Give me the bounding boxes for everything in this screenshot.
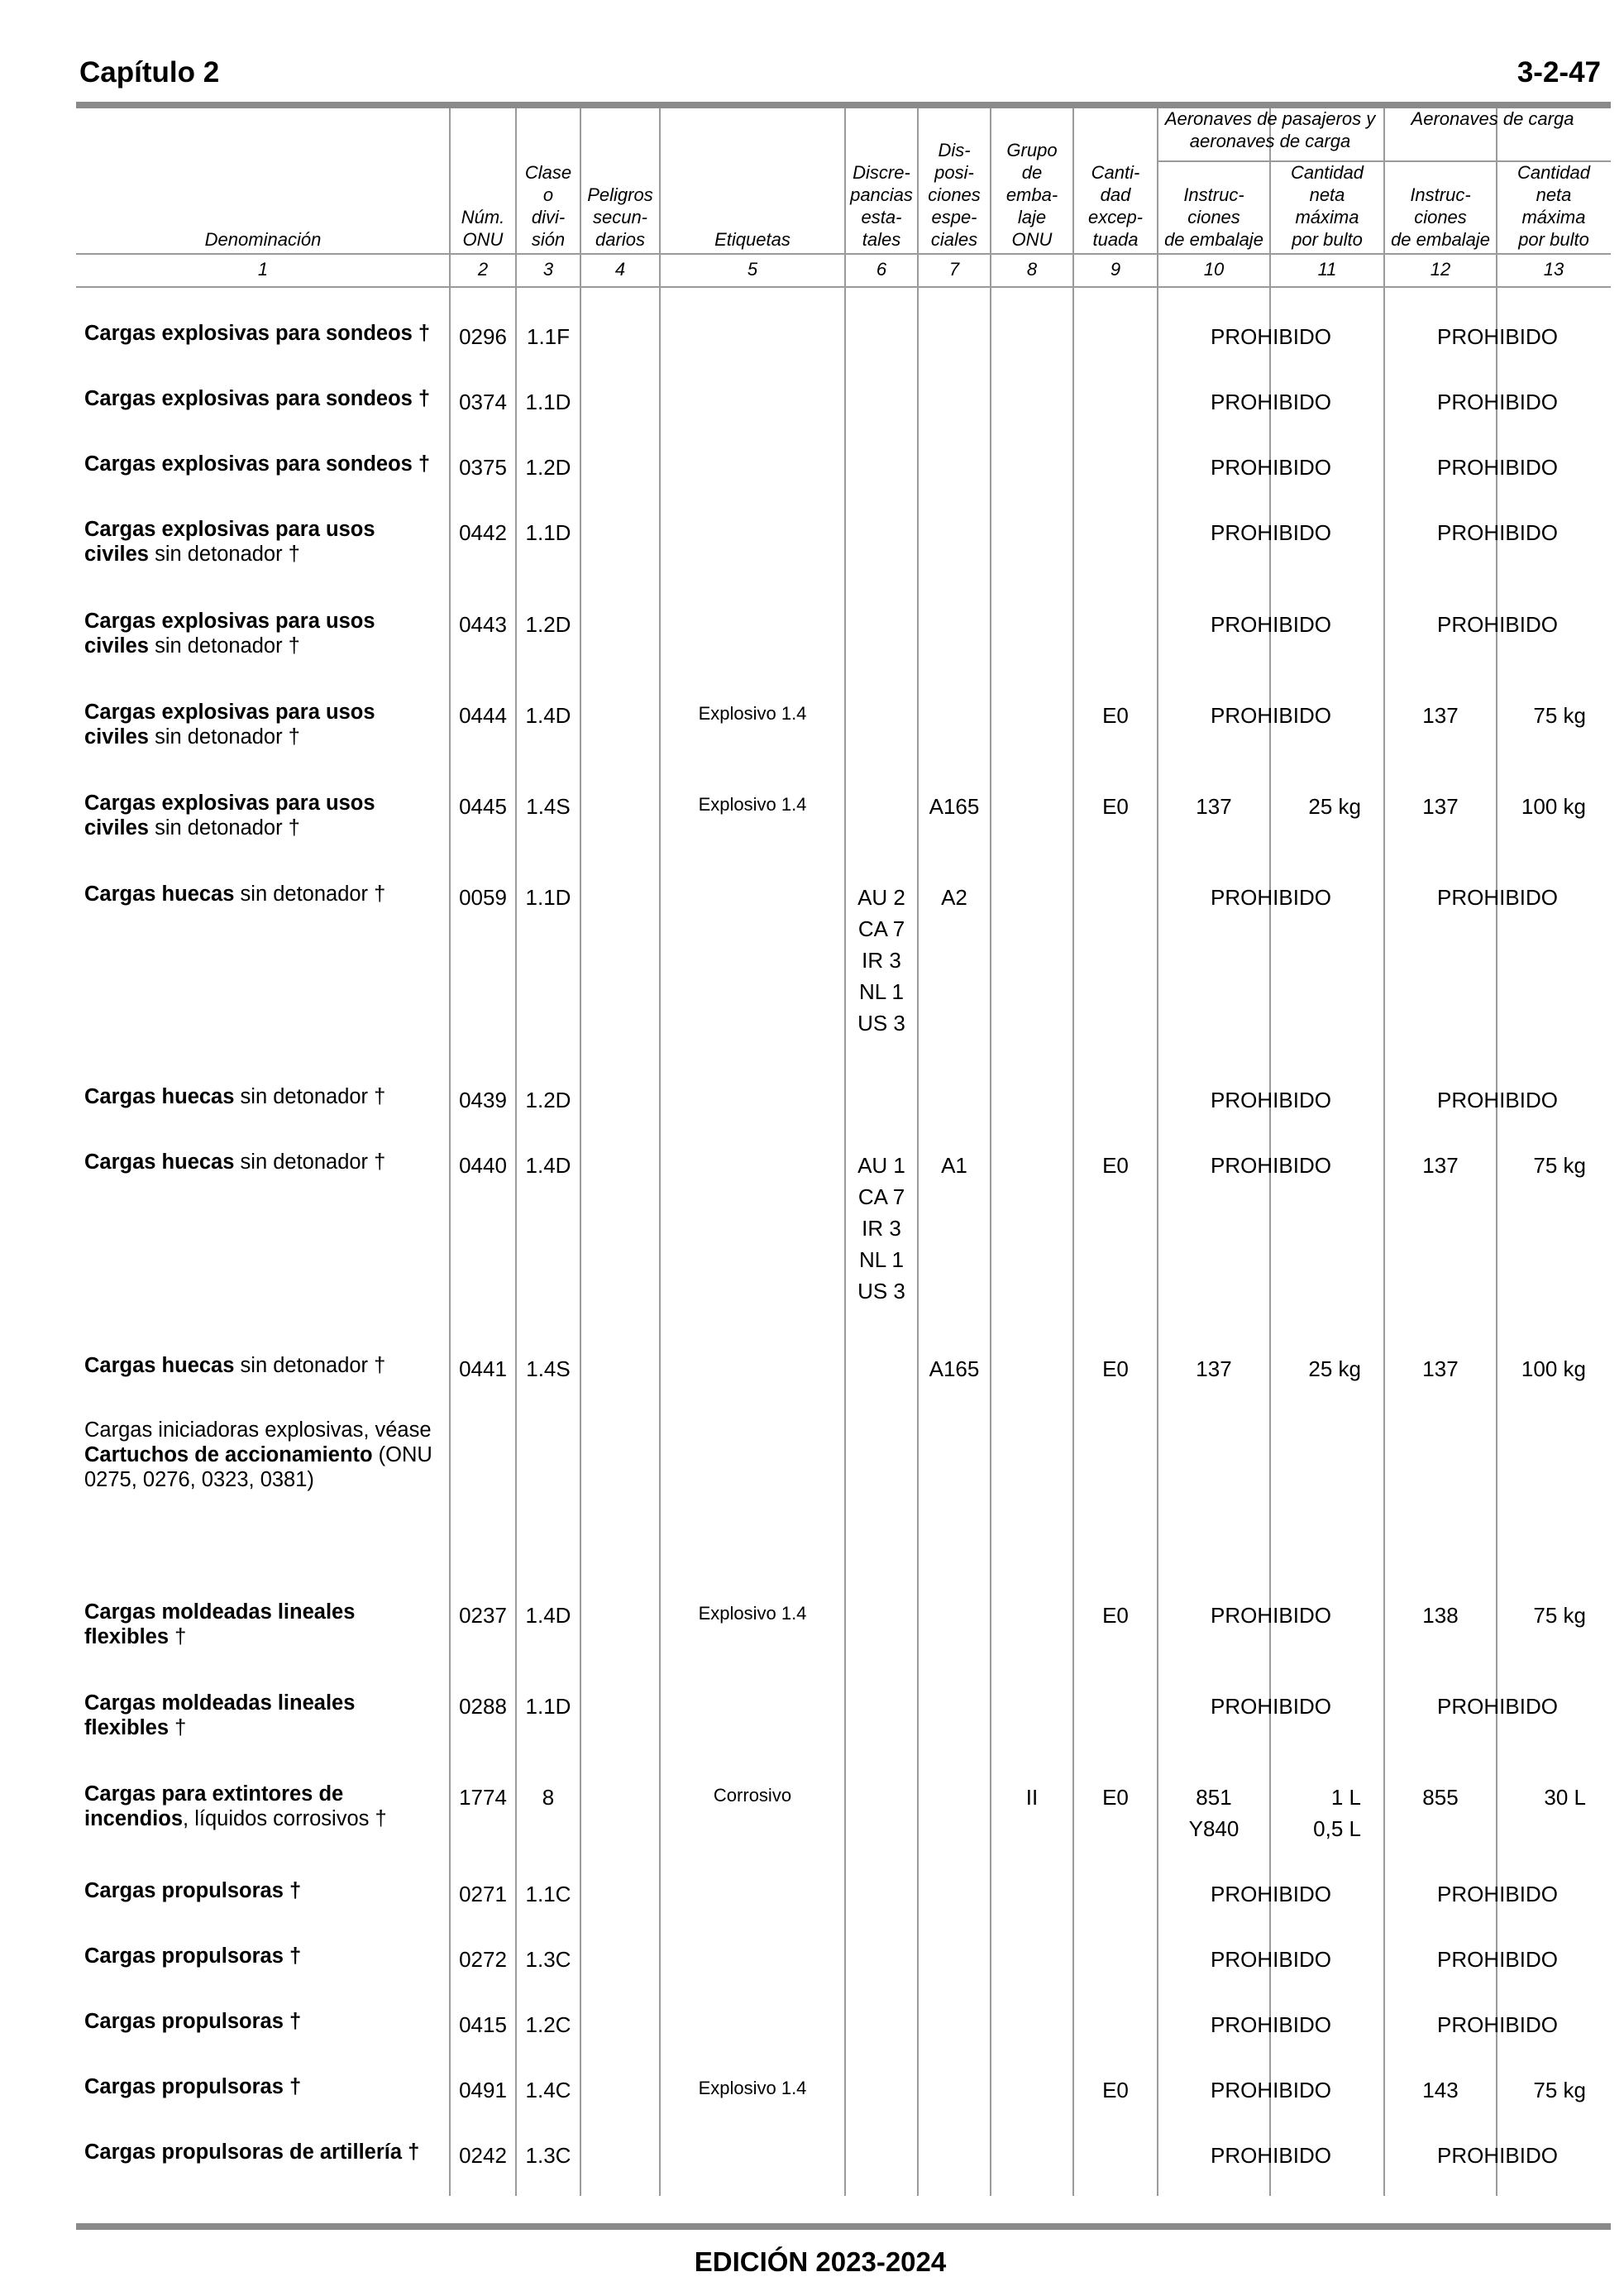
entry-name <box>84 452 440 476</box>
cargo-net-quantity <box>1497 1353 1611 1385</box>
cargo-packing-instruction-line: 143 <box>1422 2078 1459 2102</box>
entry-name-bold: Cargas huecas <box>84 1354 235 1377</box>
cargo-net-quantity-line: 100 kg <box>1521 794 1586 819</box>
cargo-forbidden: PROHIBIDO <box>1437 1947 1558 1972</box>
excepted-quantity: E0 <box>1102 703 1129 728</box>
un-number: 0442 <box>459 520 507 545</box>
cargo-forbidden: PROHIBIDO <box>1437 612 1558 637</box>
column-number-13: 13 <box>1543 259 1564 280</box>
cargo-net-quantity <box>1497 1150 1611 1181</box>
entry-name-suffix: sin detonador † <box>234 1354 386 1377</box>
entry-name-bold: Cargas huecas <box>84 883 235 906</box>
passenger-forbidden: PROHIBIDO <box>1211 1882 1331 1906</box>
passenger-forbidden: PROHIBIDO <box>1211 885 1331 910</box>
passenger-packing-instruction-line: 851 <box>1196 1785 1232 1810</box>
cargo-net-quantity <box>1497 1782 1611 1813</box>
page-header <box>79 56 1601 98</box>
entry-name-bold: Cartuchos de accionamiento <box>84 1443 373 1466</box>
cargo-forbidden: PROHIBIDO <box>1437 1088 1558 1112</box>
chapter-title: Capítulo 2 <box>79 56 220 88</box>
special-provisions: A165 <box>929 1356 980 1381</box>
cargo-net-quantity-line: 100 kg <box>1521 1356 1586 1381</box>
passenger-net-quantity <box>1270 1782 1384 1844</box>
column-number-11: 11 <box>1317 259 1337 280</box>
entry-name-bold: Cargas explosivas para usos civiles <box>84 792 375 839</box>
state-variations-line: CA 7 <box>857 1184 905 1209</box>
cargo-forbidden: PROHIBIDO <box>1437 2012 1558 2037</box>
cargo-net-quantity <box>1497 2074 1611 2106</box>
entry-name <box>84 1878 440 1903</box>
passenger-forbidden: PROHIBIDO <box>1211 455 1331 480</box>
cargo-forbidden: PROHIBIDO <box>1437 455 1558 480</box>
state-variations-line: NL 1 <box>859 979 904 1004</box>
un-number: 1774 <box>459 1785 507 1810</box>
state-variations <box>845 1150 918 1307</box>
cargo-net-quantity <box>1497 1600 1611 1631</box>
entry-name-bold: Cargas explosivas para usos civiles <box>84 610 375 658</box>
class-division: 1.4S <box>526 794 571 819</box>
class-division: 8 <box>542 1785 555 1810</box>
entry-name-bold: Cargas explosivas para sondeos <box>84 452 413 476</box>
class-division: 1.4D <box>525 1153 571 1178</box>
class-division: 1.1F <box>526 324 571 349</box>
cargo-packing-instruction <box>1384 1150 1497 1181</box>
class-division: 1.4D <box>525 1603 571 1628</box>
entry-name <box>84 321 440 346</box>
cargo-forbidden: PROHIBIDO <box>1437 1882 1558 1906</box>
labels: Explosivo 1.4 <box>698 2078 807 2098</box>
un-number: 0059 <box>459 885 507 910</box>
entry-name <box>84 1782 440 1831</box>
passenger-forbidden: PROHIBIDO <box>1211 390 1331 414</box>
class-division: 1.2C <box>525 2012 571 2037</box>
entry-name-bold: Cargas moldeadas lineales flexibles <box>84 1600 356 1648</box>
column-divider <box>990 108 991 2196</box>
state-variations <box>845 882 918 1039</box>
passenger-forbidden: PROHIBIDO <box>1211 1153 1331 1178</box>
entry-name-suffix: , líquidos corrosivos † <box>183 1807 387 1830</box>
entry-name-bold: Cargas huecas <box>84 1150 235 1174</box>
passenger-packing-instruction <box>1158 1353 1270 1385</box>
cargo-net-quantity-line: 75 kg <box>1533 703 1586 728</box>
entry-name-suffix: † <box>169 1625 187 1648</box>
un-number: 0440 <box>459 1153 507 1178</box>
passenger-forbidden: PROHIBIDO <box>1211 1947 1331 1972</box>
entry-name-suffix: (ONU 0275, 0276, 0323, 0381) <box>84 1443 432 1491</box>
entry-name-dagger: † <box>412 387 431 410</box>
entry-name-bold: Cargas propulsoras † <box>84 2075 302 2098</box>
passenger-packing-instruction <box>1158 791 1270 822</box>
column-number-8: 8 <box>1026 259 1038 280</box>
un-number: 0444 <box>459 703 507 728</box>
entry-name <box>84 1150 440 1174</box>
excepted-quantity: E0 <box>1102 1356 1129 1381</box>
column-number-2: 2 <box>477 259 489 280</box>
entry-name-suffix: sin detonador † <box>234 883 386 906</box>
class-division: 1.1D <box>525 885 571 910</box>
cargo-packing-instruction <box>1384 700 1497 731</box>
cargo-packing-instruction <box>1384 2074 1497 2106</box>
class-division: 1.4S <box>526 1356 571 1381</box>
class-division: 1.4D <box>525 703 571 728</box>
cargo-forbidden: PROHIBIDO <box>1437 390 1558 414</box>
passenger-forbidden: PROHIBIDO <box>1211 520 1331 545</box>
entry-name <box>84 882 440 906</box>
entry-name <box>84 2140 440 2164</box>
class-division: 1.3C <box>525 1947 571 1972</box>
column-header-3: Clase o divi- sión <box>524 162 572 250</box>
passenger-packing-instruction-line: 137 <box>1196 1356 1232 1381</box>
passenger-packing-instruction-line: 137 <box>1196 794 1232 819</box>
cargo-packing-instruction <box>1384 1782 1497 1813</box>
passenger-net-quantity-line: 25 kg <box>1308 1356 1361 1381</box>
class-division: 1.2D <box>525 612 571 637</box>
passenger-net-quantity-line: 0,5 L <box>1313 1816 1361 1841</box>
state-variations-line: US 3 <box>857 1011 905 1036</box>
cargo-forbidden: PROHIBIDO <box>1437 520 1558 545</box>
class-division: 1.1D <box>525 1694 571 1719</box>
cargo-net-quantity-line: 75 kg <box>1533 1153 1586 1178</box>
entry-name <box>84 609 440 658</box>
entry-name <box>84 791 440 840</box>
passenger-forbidden: PROHIBIDO <box>1211 2012 1331 2037</box>
un-number: 0439 <box>459 1088 507 1112</box>
column-number-6: 6 <box>876 259 887 280</box>
un-number: 0415 <box>459 2012 507 2037</box>
entry-name <box>84 1418 440 1492</box>
packing-group: II <box>1025 1785 1039 1810</box>
special-provisions: A1 <box>941 1153 967 1178</box>
special-provisions: A2 <box>941 885 967 910</box>
footer-rule <box>76 2223 1611 2230</box>
header-divider <box>76 253 1611 255</box>
passenger-forbidden: PROHIBIDO <box>1211 1088 1331 1112</box>
entry-name-bold: Cargas explosivas para usos civiles <box>84 701 375 749</box>
un-number: 0443 <box>459 612 507 637</box>
state-variations-line: CA 7 <box>857 916 905 941</box>
cargo-net-quantity-line: 30 L <box>1544 1785 1586 1810</box>
un-number: 0242 <box>459 2143 507 2168</box>
column-header-1: Denominación <box>204 229 322 250</box>
passenger-forbidden: PROHIBIDO <box>1211 324 1331 349</box>
excepted-quantity: E0 <box>1102 1153 1129 1178</box>
column-header-10: Instruc- ciones de embalaje <box>1164 184 1263 250</box>
cargo-forbidden: PROHIBIDO <box>1437 324 1558 349</box>
column-number-3: 3 <box>542 259 554 280</box>
entry-name-bold: Cargas para extintores de incendios <box>84 1782 344 1830</box>
column-divider <box>1072 108 1074 2196</box>
column-number-12: 12 <box>1430 259 1451 280</box>
entry-name-suffix: sin detonador † <box>148 634 300 658</box>
column-header-4: Peligros secun- darios <box>587 184 653 250</box>
page-number: 3-2-47 <box>1517 56 1601 88</box>
column-header-11: Cantidad neta máxima por bulto <box>1290 162 1364 250</box>
cargo-forbidden: PROHIBIDO <box>1437 885 1558 910</box>
cargo-packing-instruction-line: 138 <box>1422 1603 1459 1628</box>
entry-name <box>84 386 440 411</box>
passenger-net-quantity-line: 1 L <box>1330 1785 1361 1810</box>
entry-name-suffix: sin detonador † <box>148 543 300 566</box>
column-number-10: 10 <box>1203 259 1225 280</box>
cargo-packing-instruction <box>1384 791 1497 822</box>
passenger-net-quantity <box>1270 1353 1384 1385</box>
passenger-net-quantity <box>1270 791 1384 822</box>
state-variations-line: IR 3 <box>862 1216 901 1241</box>
cargo-net-quantity-line: 75 kg <box>1533 1603 1586 1628</box>
entry-name <box>84 1353 440 1378</box>
state-variations-line: NL 1 <box>859 1247 904 1272</box>
cargo-packing-instruction <box>1384 1600 1497 1631</box>
entry-name-bold: Cargas propulsoras de artillería † <box>84 2141 420 2164</box>
column-header-7: Dis- posi- ciones espe- ciales <box>928 140 981 250</box>
un-number: 0374 <box>459 390 507 414</box>
column-header-8: Grupo de emba- laje ONU <box>1005 140 1058 250</box>
column-number-1: 1 <box>257 259 269 280</box>
un-number: 0441 <box>459 1356 507 1381</box>
cargo-net-quantity <box>1497 791 1611 822</box>
class-division: 1.1C <box>525 1882 571 1906</box>
state-variations-line: US 3 <box>857 1279 905 1303</box>
entry-name-bold: Cargas huecas <box>84 1085 235 1108</box>
un-number: 0491 <box>459 2078 507 2102</box>
column-header-2: Núm. ONU <box>461 207 505 250</box>
cargo-net-quantity <box>1497 700 1611 731</box>
class-division: 1.3C <box>525 2143 571 2168</box>
entry-name-bold: Cargas explosivas para sondeos <box>84 322 413 345</box>
cargo-packing-instruction-line: 137 <box>1422 703 1459 728</box>
column-header-9: Canti- dad excep- tuada <box>1087 162 1144 250</box>
class-division: 1.2D <box>525 1088 571 1112</box>
un-number: 0375 <box>459 455 507 480</box>
entry-name <box>84 1600 440 1649</box>
edition-footer: EDICIÓN 2023-2024 <box>694 2246 947 2277</box>
excepted-quantity: E0 <box>1102 794 1129 819</box>
excepted-quantity: E0 <box>1102 1785 1129 1810</box>
column-number-9: 9 <box>1110 259 1121 280</box>
class-division: 1.1D <box>525 520 571 545</box>
cargo-packing-instruction-line: 137 <box>1422 794 1459 819</box>
entry-name-bold: Cargas propulsoras † <box>84 1944 302 1968</box>
entry-name-suffix: sin detonador † <box>234 1085 386 1108</box>
cargo-forbidden: PROHIBIDO <box>1437 1694 1558 1719</box>
un-number: 0445 <box>459 794 507 819</box>
entry-name-prefix: Cargas iniciadoras explosivas, véase <box>84 1418 432 1442</box>
column-number-divider <box>76 286 1611 288</box>
entry-name-bold: Cargas explosivas para usos civiles <box>84 518 375 566</box>
entry-name-suffix: sin detonador † <box>148 816 300 839</box>
labels: Explosivo 1.4 <box>698 1603 807 1624</box>
entry-name-suffix: sin detonador † <box>234 1150 386 1174</box>
un-number: 0272 <box>459 1947 507 1972</box>
un-number: 0271 <box>459 1882 507 1906</box>
special-provisions: A165 <box>929 794 980 819</box>
group-cargo-header: Aeronaves de carga <box>1411 108 1574 129</box>
entry-name <box>84 700 440 749</box>
entry-name-bold: Cargas explosivas para sondeos <box>84 387 413 410</box>
column-number-5: 5 <box>747 259 758 280</box>
passenger-net-quantity-line: 25 kg <box>1308 794 1361 819</box>
passenger-packing-instruction <box>1158 1782 1270 1844</box>
group-passenger-header: Aeronaves de pasajeros y aeronaves de carga <box>1164 108 1376 151</box>
entry-name-suffix: † <box>169 1716 187 1739</box>
passenger-forbidden: PROHIBIDO <box>1211 1603 1331 1628</box>
column-header-5: Etiquetas <box>714 229 791 250</box>
class-division: 1.1D <box>525 390 571 414</box>
cargo-packing-instruction-line: 137 <box>1422 1153 1459 1178</box>
cargo-packing-instruction-line: 137 <box>1422 1356 1459 1381</box>
cargo-packing-instruction-line: 855 <box>1422 1785 1459 1810</box>
class-division: 1.4C <box>525 2078 571 2102</box>
entry-name-suffix: sin detonador † <box>148 725 300 749</box>
cargo-packing-instruction <box>1384 1353 1497 1385</box>
passenger-forbidden: PROHIBIDO <box>1211 612 1331 637</box>
entry-name-bold: Cargas propulsoras † <box>84 2010 302 2033</box>
column-header-6: Discre- pancias esta- tales <box>850 162 913 250</box>
entry-name <box>84 2074 440 2099</box>
state-variations-line: AU 2 <box>857 885 905 910</box>
labels: Explosivo 1.4 <box>698 794 807 815</box>
class-division: 1.2D <box>525 455 571 480</box>
passenger-forbidden: PROHIBIDO <box>1211 2078 1331 2102</box>
excepted-quantity: E0 <box>1102 2078 1129 2102</box>
state-variations-line: AU 1 <box>857 1153 905 1178</box>
column-number-4: 4 <box>614 259 626 280</box>
entry-name-bold: Cargas propulsoras † <box>84 1879 302 1902</box>
entry-name <box>84 517 440 567</box>
passenger-forbidden: PROHIBIDO <box>1211 2143 1331 2168</box>
entry-name <box>84 1944 440 1968</box>
un-number: 0288 <box>459 1694 507 1719</box>
passenger-forbidden: PROHIBIDO <box>1211 703 1331 728</box>
column-number-7: 7 <box>948 259 960 280</box>
passenger-forbidden: PROHIBIDO <box>1211 1694 1331 1719</box>
entry-name <box>84 1084 440 1109</box>
column-header-13: Cantidad neta máxima por bulto <box>1517 162 1591 250</box>
passenger-packing-instruction-line: Y840 <box>1188 1816 1239 1841</box>
entry-name <box>84 1691 440 1740</box>
excepted-quantity: E0 <box>1102 1603 1129 1628</box>
column-divider <box>659 108 661 2196</box>
entry-name <box>84 2009 440 2034</box>
labels: Corrosivo <box>713 1785 792 1806</box>
cargo-net-quantity-line: 75 kg <box>1533 2078 1586 2102</box>
labels: Explosivo 1.4 <box>698 703 807 724</box>
un-number: 0237 <box>459 1603 507 1628</box>
entry-name-dagger: † <box>412 452 431 476</box>
cargo-forbidden: PROHIBIDO <box>1437 2143 1558 2168</box>
column-header-12: Instruc- ciones de embalaje <box>1391 184 1490 250</box>
state-variations-line: IR 3 <box>862 948 901 973</box>
entry-name-bold: Cargas moldeadas lineales flexibles <box>84 1691 356 1739</box>
entry-name-dagger: † <box>412 322 431 345</box>
un-number: 0296 <box>459 324 507 349</box>
